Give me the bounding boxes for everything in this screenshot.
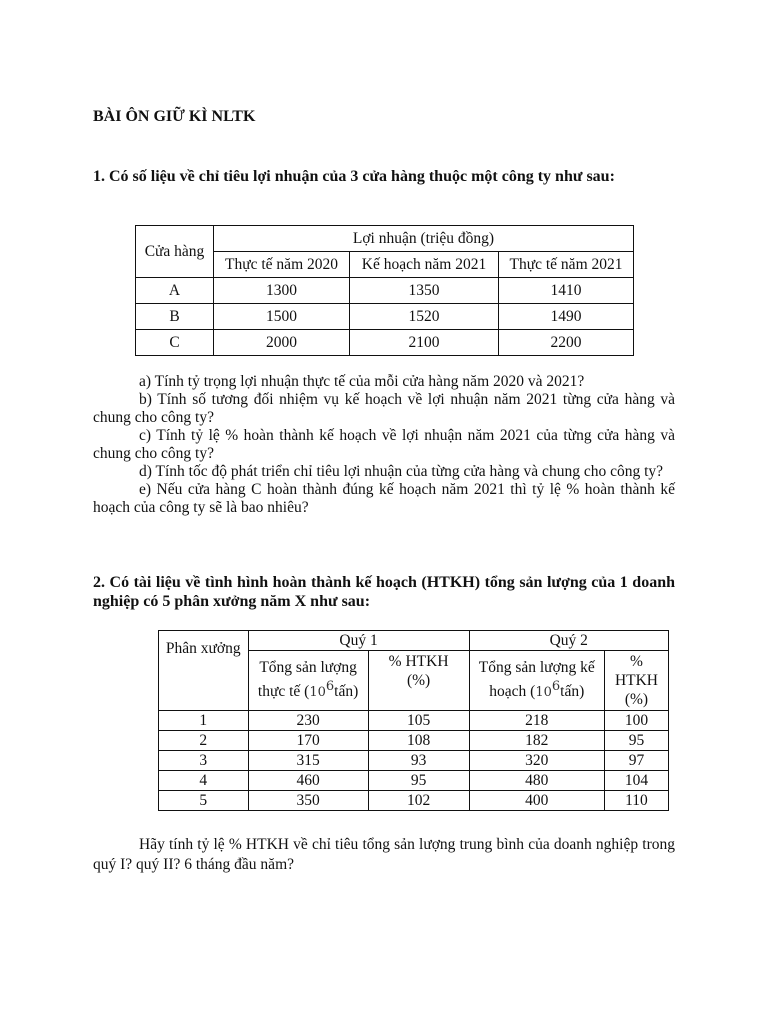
header-quarter-1: Quý 1 bbox=[248, 631, 469, 651]
header-q2-output bbox=[469, 651, 604, 711]
header-quarter-2: Quý 2 bbox=[469, 631, 668, 651]
item-e: e) Nếu cửa hàng C hoàn thành đúng kế hoạch năm 2021 thì tỷ lệ % hoàn thành kế hoạch của công ty sẽ là bao nhiêu? bbox=[93, 481, 675, 516]
item-c: c) Tính tỷ lệ % hoàn thành kế hoạch về lợi nhuận năm 2021 của từng cửa hàng và chung cho công ty? bbox=[93, 427, 675, 462]
item-b: b) Tính số tương đối nhiệm vụ kế hoạch về lợi nhuận năm 2021 từng cửa hàng và chung cho công ty? bbox=[93, 391, 675, 426]
question-2-title: 2. Có tài liệu về tình hình hoàn thành kế hoạch (HTKH) tổng sản lượng của 1 doanh nghiệp có 5 phân xưởng năm X như sau: bbox=[93, 574, 675, 610]
cell-value: 102 bbox=[368, 791, 469, 811]
cell-value: 2200 bbox=[499, 330, 634, 356]
item-a: a) Tính tỷ trọng lợi nhuận thực tế của mỗi cửa hàng năm 2020 và 2021? bbox=[139, 373, 585, 390]
profit-table bbox=[135, 225, 634, 356]
cell-value: 2000 bbox=[214, 330, 350, 356]
header-workshop: Phân xưởng bbox=[159, 631, 249, 711]
cell-value: 1300 bbox=[214, 278, 350, 304]
cell-store: A bbox=[136, 278, 214, 304]
cell-value: 170 bbox=[248, 731, 368, 751]
cell-value: 182 bbox=[469, 731, 604, 751]
cell-value: 95 bbox=[604, 731, 668, 751]
table-row bbox=[136, 278, 634, 304]
header-store: Cửa hàng bbox=[136, 226, 214, 278]
cell-value: 460 bbox=[248, 771, 368, 791]
cell-value: 1350 bbox=[350, 278, 499, 304]
cell-workshop: 3 bbox=[159, 751, 249, 771]
cell-value: 1490 bbox=[499, 304, 634, 330]
cell-workshop: 2 bbox=[159, 731, 249, 751]
cell-value: 1500 bbox=[214, 304, 350, 330]
header-q2-output-label: Tổng sản lượng kế hoạch ( bbox=[478, 659, 595, 701]
cell-value: 230 bbox=[248, 711, 368, 731]
output-table bbox=[158, 630, 669, 811]
table-row bbox=[159, 791, 669, 811]
cell-store: C bbox=[136, 330, 214, 356]
item-d: d) Tính tốc độ phát triển chỉ tiêu lợi nhuận của từng cửa hàng và chung cho công ty? bbox=[139, 463, 664, 480]
cell-value: 320 bbox=[469, 751, 604, 771]
header-q2-pct: % HTKH (%) bbox=[604, 651, 668, 711]
cell-value: 93 bbox=[368, 751, 469, 771]
header-actual-2021: Thực tế năm 2021 bbox=[499, 252, 634, 278]
cell-value: 97 bbox=[604, 751, 668, 771]
cell-value: 100 bbox=[604, 711, 668, 731]
cell-value: 2100 bbox=[350, 330, 499, 356]
unit-exponent: 6 bbox=[551, 679, 561, 695]
cell-value: 218 bbox=[469, 711, 604, 731]
table-row bbox=[159, 711, 669, 731]
header-q1-pct: % HTKH (%) bbox=[368, 651, 469, 711]
unit-exponent: 6 bbox=[325, 679, 335, 695]
header-q1-output-label: Tổng sản lượng thực tế ( bbox=[257, 659, 357, 701]
question-1-title: 1. Có số liệu về chỉ tiêu lợi nhuận của 3 cửa hàng thuộc một công ty như sau: bbox=[93, 168, 615, 185]
header-actual-2020: Thực tế năm 2020 bbox=[214, 252, 350, 278]
header-profit-group: Lợi nhuận (triệu đồng) bbox=[214, 226, 634, 252]
question-1-items bbox=[93, 373, 675, 517]
table-row bbox=[159, 751, 669, 771]
table-row bbox=[159, 731, 669, 751]
header-q2-output-unit: tấn) bbox=[560, 683, 585, 701]
header-q1-output bbox=[248, 651, 368, 711]
cell-value: 350 bbox=[248, 791, 368, 811]
cell-value: 1410 bbox=[499, 278, 634, 304]
cell-value: 104 bbox=[604, 771, 668, 791]
table-row bbox=[136, 330, 634, 356]
document-title: BÀI ÔN GIỮ KÌ NLTK bbox=[93, 108, 256, 125]
header-plan-2021: Kế hoạch năm 2021 bbox=[350, 252, 499, 278]
cell-value: 480 bbox=[469, 771, 604, 791]
cell-value: 110 bbox=[604, 791, 668, 811]
table-row bbox=[159, 771, 669, 791]
unit-base: 10 bbox=[309, 685, 326, 701]
unit-base: 10 bbox=[535, 685, 552, 701]
cell-value: 1520 bbox=[350, 304, 499, 330]
cell-value: 95 bbox=[368, 771, 469, 791]
cell-workshop: 4 bbox=[159, 771, 249, 791]
cell-workshop: 5 bbox=[159, 791, 249, 811]
table-row bbox=[136, 304, 634, 330]
cell-value: 400 bbox=[469, 791, 604, 811]
cell-value: 108 bbox=[368, 731, 469, 751]
question-2-text: Hãy tính tỷ lệ % HTKH về chỉ tiêu tổng sản lượng trung bình của doanh nghiệp trong quý I? quý II? 6 tháng đầu năm? bbox=[93, 836, 675, 873]
cell-value: 315 bbox=[248, 751, 368, 771]
header-q1-output-unit: tấn) bbox=[334, 683, 359, 701]
cell-value: 105 bbox=[368, 711, 469, 731]
cell-store: B bbox=[136, 304, 214, 330]
cell-workshop: 1 bbox=[159, 711, 249, 731]
